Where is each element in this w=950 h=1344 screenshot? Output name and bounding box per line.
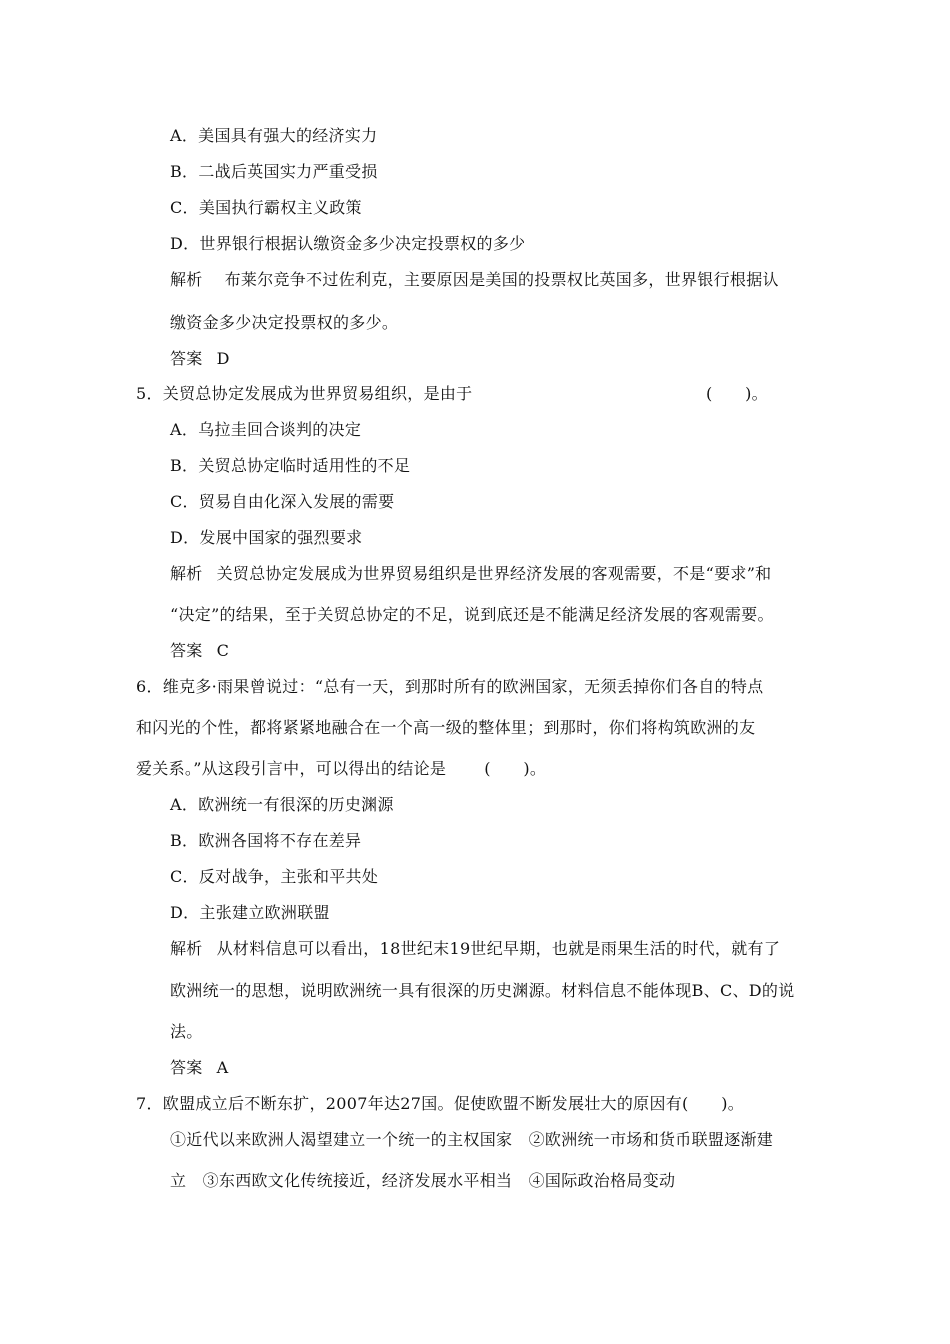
q6-answer (170, 1058, 228, 1078)
question-number: 6． (136, 677, 163, 696)
q6-answer-blank: ( )。 (484, 759, 547, 778)
q5-option-b: B．关贸总协定临时适用性的不足 (170, 456, 411, 475)
q6-stem (136, 677, 763, 697)
analysis-text: 关贸总协定发展成为世界贸易组织是世界经济发展的客观需要，不是“要求”和 (216, 564, 772, 583)
answer-label: 答案 (170, 641, 203, 660)
q6-option-b: B．欧洲各国将不存在差异 (170, 831, 362, 850)
question-text-end: 爱关系。”从这段引言中，可以得出的结论是 (136, 759, 447, 778)
q6-stem-cont-2 (136, 759, 546, 779)
q5-analysis (170, 564, 771, 584)
question-text: 关贸总协定发展成为世界贸易组织，是由于 (162, 384, 473, 403)
analysis-text: 布莱尔竞争不过佐利克，主要原因是美国的投票权比英国多，世界银行根据认 (224, 270, 779, 289)
question-number: 7． (136, 1094, 163, 1113)
q4-analysis-cont: 缴资金多少决定投票权的多少。 (170, 313, 399, 332)
answer-value: C (216, 641, 230, 660)
q5-option-c: C．贸易自由化深入发展的需要 (170, 492, 395, 511)
answer-label: 答案 (170, 1058, 203, 1077)
question-text: 欧盟成立后不断东扩，2007年达27国。促使欧盟不断发展壮大的原因有( )。 (162, 1094, 745, 1113)
q6-option-a: A．欧洲统一有很深的历史渊源 (170, 795, 394, 814)
q6-option-d: D．主张建立欧洲联盟 (170, 903, 330, 922)
q5-analysis-cont: “决定”的结果，至于关贸总协定的不足，说到底还是不能满足经济发展的客观需要。 (170, 605, 774, 624)
q4-analysis (170, 270, 779, 290)
q6-stem-cont-1: 和闪光的个性，都将紧紧地融合在一个高一级的整体里；到那时，你们将构筑欧洲的友 (136, 718, 756, 737)
q4-option-d: D．世界银行根据认缴资金多少决定投票权的多少 (170, 234, 526, 253)
q4-option-b: B．二战后英国实力严重受损 (170, 162, 378, 181)
q4-answer (170, 349, 230, 369)
analysis-text: 从材料信息可以看出，18世纪末19世纪早期，也就是雨果生活的时代，就有了 (216, 939, 781, 958)
q6-option-c: C．反对战争，主张和平共处 (170, 867, 379, 886)
q5-answer-blank: ( )。 (706, 384, 768, 403)
q6-analysis (170, 939, 780, 959)
analysis-label: 解析 (170, 564, 203, 583)
question-number: 5． (136, 384, 163, 403)
q4-option-a: A．美国具有强大的经济实力 (170, 126, 378, 145)
q5-option-d: D．发展中国家的强烈要求 (170, 528, 363, 547)
q7-stem (136, 1094, 744, 1114)
answer-value: A (216, 1058, 229, 1077)
q6-analysis-cont-1: 欧洲统一的思想，说明欧洲统一具有很深的历史渊源。材料信息不能体现B、C、D的说 (170, 981, 795, 1000)
analysis-label: 解析 (170, 939, 203, 958)
q5-answer (170, 641, 229, 661)
q6-analysis-cont-2: 法。 (170, 1022, 203, 1041)
q7-items: ①近代以来欧洲人渴望建立一个统一的主权国家 ②欧洲统一市场和货币联盟逐渐建 (170, 1130, 774, 1149)
question-text: 维克多·雨果曾说过：“总有一天，到那时所有的欧洲国家，无须丢掉你们各自的特点 (162, 677, 764, 696)
answer-value: D (216, 349, 230, 368)
q5-stem (136, 384, 472, 404)
q7-items-cont: 立 ③东西欧文化传统接近，经济发展水平相当 ④国际政治格局变动 (170, 1171, 676, 1190)
q5-option-a: A．乌拉圭回合谈判的决定 (170, 420, 362, 439)
analysis-label: 解析 (170, 270, 203, 289)
q4-option-c: C．美国执行霸权主义政策 (170, 198, 362, 217)
answer-label: 答案 (170, 349, 203, 368)
